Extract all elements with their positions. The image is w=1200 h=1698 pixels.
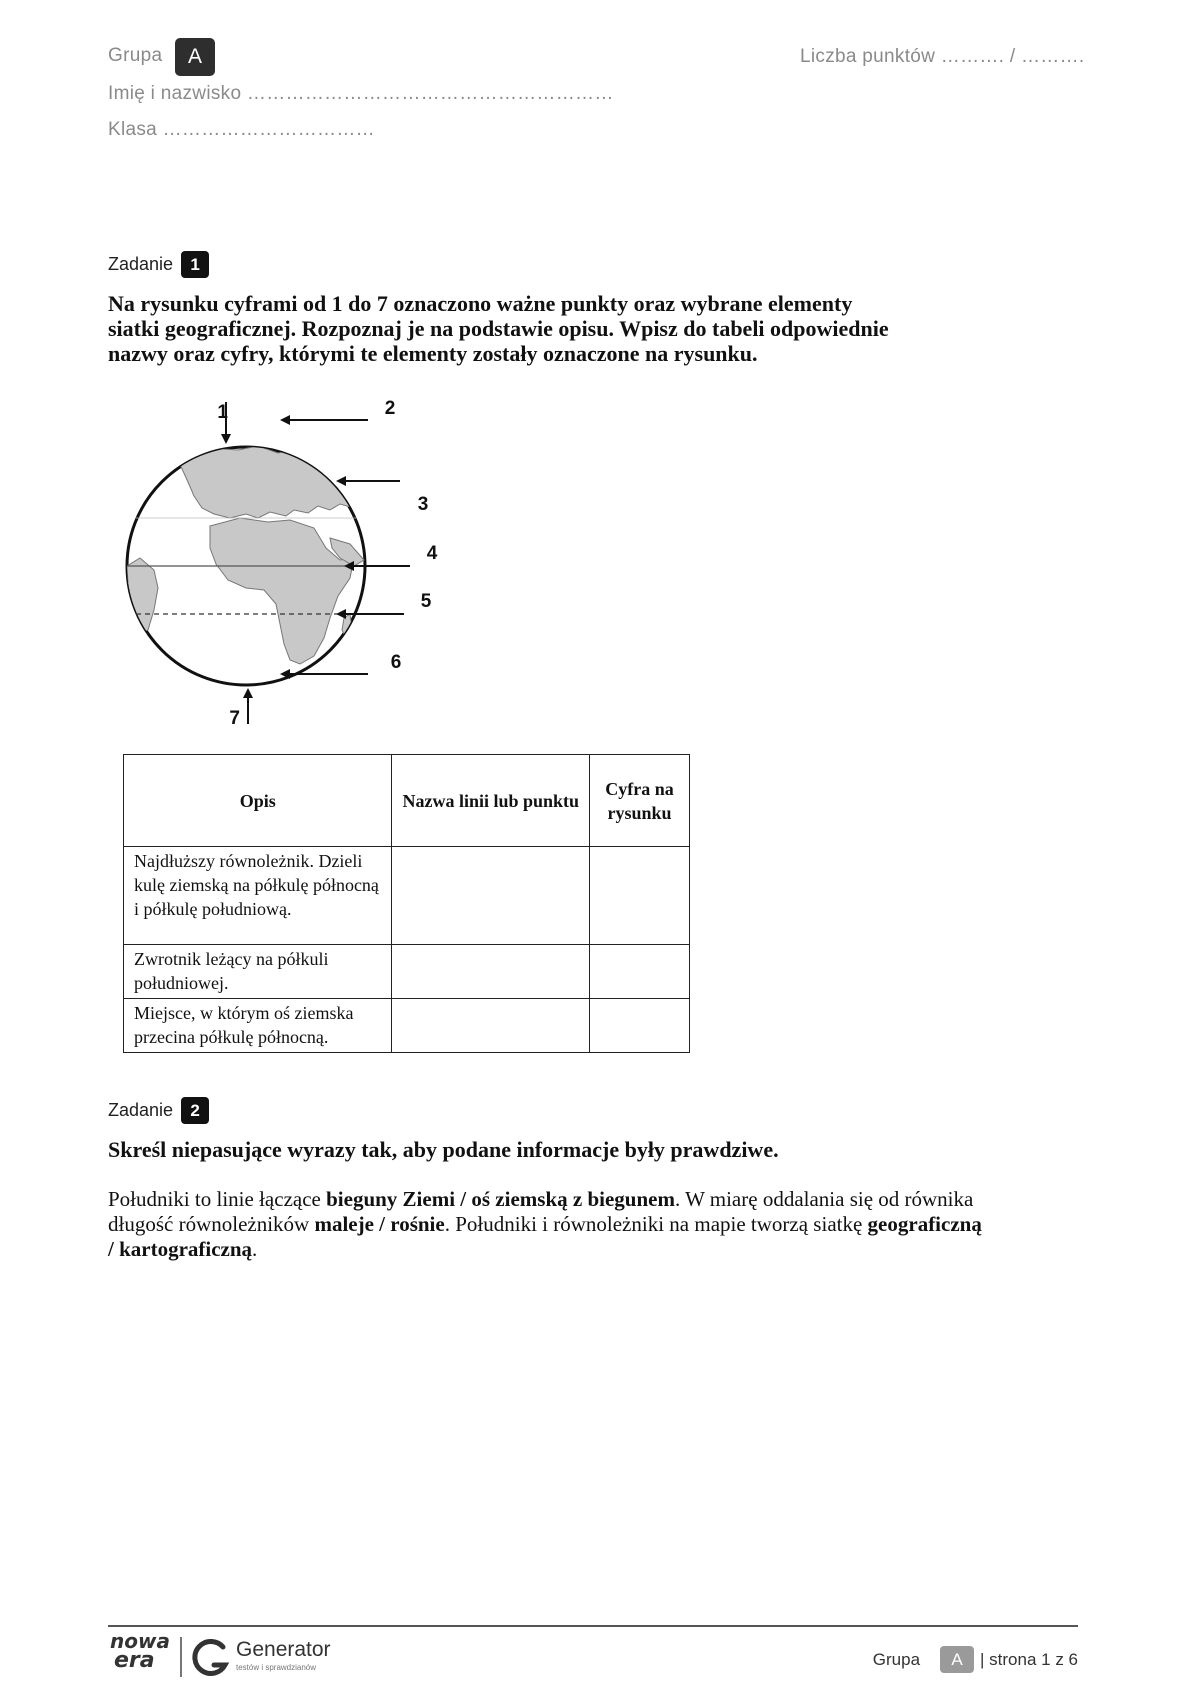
digit-answer-cell[interactable] <box>590 847 690 945</box>
figure-number: 3 <box>417 494 429 515</box>
class-field <box>108 119 375 141</box>
task1-instruction-line: nazwy oraz cyfry, którymi te elementy zostały oznaczone na rysunku. <box>108 341 758 366</box>
name-field <box>108 83 614 105</box>
figure-number: 4 <box>426 543 438 564</box>
generator-logo-icon <box>192 1639 232 1677</box>
header-opis: Opis <box>124 755 392 847</box>
name-blank[interactable]: ………………………………………………… <box>246 83 614 104</box>
row-description: Najdłuższy równoleżnik. Dzieli kulę ziemską na półkulę północną i półkulę południową. <box>124 847 392 945</box>
table-row <box>124 847 690 945</box>
task1-heading <box>108 251 209 278</box>
table-row <box>124 999 690 1053</box>
figure-number: 5 <box>420 591 432 612</box>
footer-page-info <box>873 1646 1078 1673</box>
header-nazwa: Nazwa linii lub punktu <box>392 755 590 847</box>
name-answer-cell[interactable] <box>392 847 590 945</box>
figure-number: 2 <box>384 398 396 419</box>
globe-figure <box>118 398 448 728</box>
figure-number: 1 <box>217 402 228 423</box>
task1-instruction <box>108 291 889 366</box>
choice-maleje[interactable]: maleje / rośnie <box>314 1212 445 1236</box>
footer-group-badge: A <box>940 1646 974 1673</box>
paragraph-text: . Południki i równoleżniki na mapie tworzą siatkę <box>444 1212 868 1236</box>
task1-number: 1 <box>181 251 209 278</box>
answer-table <box>123 754 690 1053</box>
choice-bieguny[interactable]: bieguny Ziemi / oś ziemską z biegunem <box>326 1187 675 1211</box>
figure-number: 6 <box>390 652 402 673</box>
name-answer-cell[interactable] <box>392 999 590 1053</box>
group-badge: A <box>175 38 215 76</box>
task1-label: Zadanie <box>108 254 174 274</box>
logo-line2: era <box>114 1648 155 1673</box>
paragraph-text: . <box>252 1237 258 1261</box>
task1-instruction-line: siatki geograficznej. Rozpoznaj je na podstawie opisu. Wpisz do tabeli odpowiednie <box>108 316 889 341</box>
page-number: | strona 1 z 6 <box>980 1649 1078 1669</box>
task2-paragraph <box>108 1187 988 1262</box>
class-blank[interactable]: …………………………… <box>162 119 375 140</box>
name-label: Imię i nazwisko <box>108 83 242 104</box>
table-row <box>124 945 690 999</box>
paragraph-text: Południki to linie łączące <box>108 1187 327 1211</box>
points-field <box>800 46 1084 68</box>
name-answer-cell[interactable] <box>392 945 590 999</box>
points-label: Liczba punktów <box>800 46 936 67</box>
class-label: Klasa <box>108 119 158 140</box>
header-cyfra: Cyfra na rysunku <box>590 755 690 847</box>
digit-answer-cell[interactable] <box>590 945 690 999</box>
row-description: Miejsce, w którym oś ziemska przecina półkulę północną. <box>124 999 392 1053</box>
logo-line1: nowa <box>110 1629 170 1653</box>
task1-instruction-line: Na rysunku cyframi od 1 do 7 oznaczono ważne punkty oraz wybrane elementy <box>108 291 853 316</box>
task2-instruction: Skreśl niepasujące wyrazy tak, aby podane informacje były prawdziwe. <box>108 1137 779 1162</box>
task2-number: 2 <box>181 1097 209 1124</box>
generator-subtitle: testów i sprawdzianów <box>236 1663 317 1672</box>
task2-label: Zadanie <box>108 1100 174 1120</box>
paragraph-text: . W miarę oddalania się od równika długość równoleżników <box>108 1187 974 1236</box>
nowa-era-logo <box>110 1629 170 1680</box>
task2-heading <box>108 1097 209 1124</box>
footer-divider <box>108 1625 1078 1627</box>
group-label: Grupa <box>108 45 163 66</box>
table-header-row <box>124 755 690 847</box>
generator-label: Generator <box>236 1638 331 1661</box>
digit-answer-cell[interactable] <box>590 999 690 1053</box>
row-description: Zwrotnik leżący na półkuli południowej. <box>124 945 392 999</box>
logo-separator <box>180 1637 182 1677</box>
choice-siatka[interactable]: geograficzną / kartograficzną <box>108 1212 982 1261</box>
figure-number: 7 <box>229 708 240 728</box>
points-blank[interactable]: ………. / ………. <box>940 46 1085 67</box>
footer-group-label: Grupa <box>872 1649 921 1669</box>
